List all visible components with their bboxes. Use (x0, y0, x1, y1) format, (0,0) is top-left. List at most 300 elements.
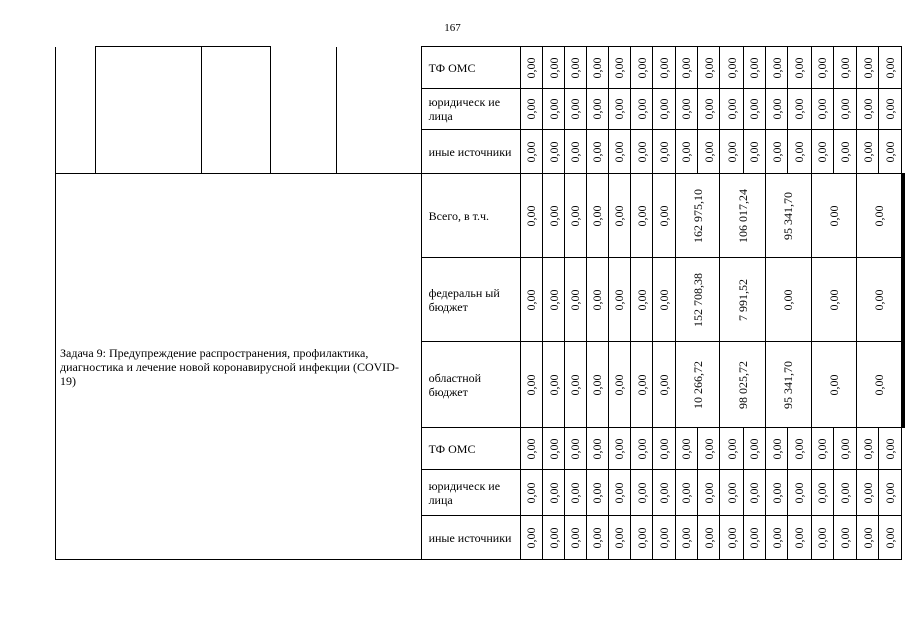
value-text: 0,00 (826, 374, 841, 395)
value-text: 0,00 (634, 482, 649, 503)
value-text: 0,00 (634, 98, 649, 120)
total-cell (904, 342, 905, 428)
value-cell (586, 258, 608, 342)
value-text: 0,00 (634, 141, 649, 162)
value-cell (542, 130, 564, 174)
value-cell (542, 258, 564, 342)
value-cell (811, 258, 857, 342)
value-cell (698, 428, 720, 470)
value-text: 0,00 (612, 438, 627, 459)
value-cell (565, 258, 586, 342)
value-cell (631, 174, 653, 258)
funding-table-body (56, 47, 905, 560)
value-text: 162 975,10 (690, 188, 705, 243)
value-text: 0,00 (612, 141, 627, 162)
value-cell (857, 428, 879, 470)
value-text: 0,00 (568, 205, 583, 226)
table-row (56, 174, 905, 258)
task-description (56, 174, 422, 560)
value-text: 0,00 (815, 98, 830, 120)
value-cell (608, 174, 630, 258)
value-cell (698, 89, 720, 130)
value-text: 7 991,52 (735, 278, 750, 321)
value-cell (811, 516, 833, 560)
value-text: 0,00 (634, 57, 649, 78)
total-cell (879, 130, 902, 174)
value-cell (608, 516, 630, 560)
value-text: 0,00 (769, 98, 784, 120)
value-text: 0,00 (679, 438, 694, 459)
source-text: юридическ ие лица (428, 95, 501, 123)
value-cell (765, 516, 787, 560)
value-text: 0,00 (524, 527, 539, 548)
value-text: 0,00 (838, 57, 853, 78)
value-cell (586, 342, 608, 428)
value-cell (833, 428, 856, 470)
value-text: 0,00 (747, 527, 762, 548)
value-text: 0,00 (792, 141, 807, 162)
value-text: 0,00 (769, 438, 784, 459)
value-text: 0,00 (546, 98, 561, 120)
value-text: 0,00 (815, 527, 830, 548)
value-text: 0,00 (679, 482, 694, 503)
value-text (904, 189, 905, 243)
value-cell (765, 342, 811, 428)
value-cell (631, 89, 653, 130)
value-text: 10 266,72 (690, 360, 705, 409)
value-text: 0,00 (792, 527, 807, 548)
value-text: 0,00 (634, 289, 649, 310)
value-text: 0,00 (612, 205, 627, 226)
source-label (421, 89, 520, 130)
value-text: 0,00 (657, 374, 672, 395)
value-text: 106 017,24 (735, 188, 750, 243)
total-cell (879, 470, 902, 516)
value-cell (520, 47, 542, 89)
value-cell (788, 516, 811, 560)
value-cell (586, 516, 608, 560)
value-cell (565, 130, 586, 174)
value-text: 0,00 (838, 527, 853, 548)
value-cell (520, 89, 542, 130)
value-cell (653, 470, 675, 516)
value-text: 0,00 (546, 374, 561, 395)
value-text (904, 273, 905, 327)
value-cell (698, 516, 720, 560)
value-cell (520, 174, 542, 258)
value-text: 0,00 (590, 482, 605, 503)
value-text: 0,00 (524, 438, 539, 459)
value-text: 98 025,72 (735, 360, 750, 409)
source-text: иные источники (428, 144, 512, 159)
value-cell (833, 47, 856, 89)
value-cell (565, 342, 586, 428)
value-cell (520, 470, 542, 516)
value-cell (653, 130, 675, 174)
value-cell (857, 516, 879, 560)
value-text: 0,00 (679, 141, 694, 162)
value-text: 0,00 (590, 527, 605, 548)
value-text: 0,00 (701, 482, 716, 503)
value-text: 0,00 (568, 289, 583, 310)
value-cell (520, 516, 542, 560)
value-text: 0,00 (747, 141, 762, 162)
value-cell (542, 470, 564, 516)
value-cell (675, 342, 720, 428)
table-row (56, 47, 905, 89)
value-text: 0,00 (815, 482, 830, 503)
value-text: 0,00 (747, 98, 762, 120)
value-text: 0,00 (826, 289, 841, 310)
value-cell (542, 89, 564, 130)
value-text: 0,00 (872, 205, 887, 226)
value-cell (765, 89, 787, 130)
value-cell (608, 47, 630, 89)
value-cell (720, 47, 743, 89)
value-cell (857, 470, 879, 516)
value-text: 0,00 (724, 57, 739, 78)
blank-cell (336, 47, 421, 174)
value-cell (720, 130, 743, 174)
blank-cell (96, 47, 202, 174)
value-text: 0,00 (769, 141, 784, 162)
value-text: 0,00 (612, 482, 627, 503)
value-text: 0,00 (590, 98, 605, 120)
value-text: 0,00 (568, 57, 583, 78)
value-cell (542, 428, 564, 470)
value-text: 0,00 (524, 98, 539, 120)
value-text: 0,00 (634, 205, 649, 226)
value-cell (698, 470, 720, 516)
value-text: 0,00 (860, 527, 875, 548)
value-text: 0,00 (568, 374, 583, 395)
blank-cell (201, 47, 270, 174)
value-text: 0,00 (815, 57, 830, 78)
value-text: 0,00 (546, 205, 561, 226)
value-text: 0,00 (634, 374, 649, 395)
value-text: 0,00 (612, 374, 627, 395)
value-cell (743, 428, 765, 470)
value-cell (857, 89, 879, 130)
value-text: 0,00 (724, 98, 739, 120)
source-label (421, 516, 520, 560)
value-cell (720, 516, 743, 560)
value-cell (631, 47, 653, 89)
value-cell (520, 428, 542, 470)
value-cell (833, 89, 856, 130)
value-cell (520, 258, 542, 342)
value-cell (586, 47, 608, 89)
value-text: 0,00 (634, 438, 649, 459)
value-text: 0,00 (792, 98, 807, 120)
value-text: 0,00 (568, 98, 583, 120)
value-cell (765, 258, 811, 342)
value-cell (542, 47, 564, 89)
value-text: 0,00 (657, 98, 672, 120)
value-text: 0,00 (860, 438, 875, 459)
value-cell (811, 342, 857, 428)
value-cell (833, 130, 856, 174)
value-cell (608, 89, 630, 130)
value-cell (586, 428, 608, 470)
value-cell (542, 174, 564, 258)
value-text: 0,00 (546, 482, 561, 503)
value-text: 95 341,70 (781, 360, 796, 409)
value-cell (586, 130, 608, 174)
value-text: 0,00 (769, 57, 784, 78)
funding-table (55, 46, 905, 560)
source-text: федеральн ый бюджет (428, 285, 500, 314)
value-text: 0,00 (769, 527, 784, 548)
value-text: 0,00 (747, 57, 762, 78)
value-text: 0,00 (590, 205, 605, 226)
value-text: 0,00 (546, 438, 561, 459)
value-cell (608, 428, 630, 470)
value-cell (565, 174, 586, 258)
value-cell (520, 342, 542, 428)
value-cell (833, 516, 856, 560)
value-cell (675, 258, 720, 342)
source-text: областной бюджет (428, 370, 482, 399)
value-cell (720, 342, 766, 428)
value-cell (565, 428, 586, 470)
value-text: 0,00 (792, 482, 807, 503)
value-text: 0,00 (612, 289, 627, 310)
value-cell (743, 89, 765, 130)
value-cell (542, 516, 564, 560)
value-text: 0,00 (546, 527, 561, 548)
total-cell (904, 258, 905, 342)
value-cell (631, 130, 653, 174)
value-cell (631, 428, 653, 470)
value-text: 0,00 (568, 482, 583, 503)
value-cell (653, 47, 675, 89)
value-cell (653, 89, 675, 130)
value-text: 0,00 (724, 527, 739, 548)
value-cell (675, 470, 697, 516)
value-cell (675, 47, 697, 89)
value-cell (811, 428, 833, 470)
source-label (421, 47, 520, 89)
value-cell (857, 342, 902, 428)
value-text: 0,00 (860, 98, 875, 120)
value-cell (631, 470, 653, 516)
source-label (421, 428, 520, 470)
value-cell (811, 174, 857, 258)
value-text: 0,00 (612, 98, 627, 120)
value-text: 0,00 (701, 98, 716, 120)
value-cell (608, 130, 630, 174)
value-text: 0,00 (657, 438, 672, 459)
value-cell (811, 130, 833, 174)
value-text: 0,00 (838, 98, 853, 120)
value-text: 0,00 (883, 57, 898, 78)
blank-cell (56, 47, 96, 174)
value-text: 0,00 (546, 57, 561, 78)
value-cell (653, 516, 675, 560)
value-cell (675, 516, 697, 560)
value-cell (765, 470, 787, 516)
value-text: 0,00 (769, 482, 784, 503)
value-cell (631, 258, 653, 342)
value-text: 0,00 (634, 527, 649, 548)
value-text: 0,00 (568, 527, 583, 548)
value-text: 0,00 (679, 527, 694, 548)
source-text: ТФ ОМС (428, 441, 476, 456)
page-number: 167 (444, 22, 461, 34)
value-text: 0,00 (860, 141, 875, 162)
value-text: 0,00 (701, 438, 716, 459)
value-cell (788, 47, 811, 89)
value-text: 0,00 (524, 141, 539, 162)
value-text: 0,00 (524, 374, 539, 395)
value-cell (743, 516, 765, 560)
value-text: 0,00 (657, 141, 672, 162)
value-cell (698, 47, 720, 89)
value-text: 0,00 (701, 57, 716, 78)
value-text: 0,00 (701, 141, 716, 162)
blank-cell (271, 47, 336, 174)
value-text: 0,00 (657, 57, 672, 78)
value-text: 0,00 (657, 527, 672, 548)
value-cell (586, 470, 608, 516)
value-text: 0,00 (883, 438, 898, 459)
value-text: 0,00 (590, 374, 605, 395)
value-text: 0,00 (590, 438, 605, 459)
source-text: иные источники (428, 530, 512, 545)
value-cell (720, 428, 743, 470)
source-label (421, 258, 520, 342)
source-label (421, 342, 520, 428)
source-text: юридическ ие лица (428, 478, 501, 507)
value-cell (542, 342, 564, 428)
value-cell (608, 470, 630, 516)
value-cell (565, 47, 586, 89)
value-text: 0,00 (612, 57, 627, 78)
value-cell (653, 174, 675, 258)
value-text: 0,00 (883, 482, 898, 503)
value-cell (631, 516, 653, 560)
source-label (421, 470, 520, 516)
value-cell (675, 130, 697, 174)
value-text: 0,00 (657, 482, 672, 503)
total-cell (904, 174, 905, 258)
value-text: 0,00 (546, 141, 561, 162)
value-text: 0,00 (792, 438, 807, 459)
value-text: 0,00 (568, 438, 583, 459)
value-text: 0,00 (860, 57, 875, 78)
total-cell (879, 89, 902, 130)
value-text: 0,00 (546, 289, 561, 310)
value-cell (520, 130, 542, 174)
value-cell (720, 470, 743, 516)
value-text: 0,00 (838, 438, 853, 459)
value-text: 0,00 (724, 482, 739, 503)
value-text: 0,00 (838, 482, 853, 503)
value-cell (743, 130, 765, 174)
value-cell (857, 47, 879, 89)
total-cell (879, 428, 902, 470)
total-cell (879, 516, 902, 560)
value-cell (788, 470, 811, 516)
total-cell (879, 47, 902, 89)
value-text: 0,00 (815, 141, 830, 162)
value-cell (653, 428, 675, 470)
value-text: 0,00 (792, 57, 807, 78)
value-cell (608, 342, 630, 428)
value-cell (857, 174, 902, 258)
value-text: 0,00 (701, 527, 716, 548)
value-cell (788, 89, 811, 130)
value-cell (608, 258, 630, 342)
value-text: 0,00 (612, 527, 627, 548)
value-cell (811, 89, 833, 130)
value-cell (586, 89, 608, 130)
value-cell (811, 470, 833, 516)
value-cell (698, 130, 720, 174)
value-text: 152 708,38 (690, 272, 705, 327)
value-text (904, 358, 905, 412)
value-cell (675, 89, 697, 130)
value-text: 0,00 (657, 289, 672, 310)
source-label (421, 130, 520, 174)
value-cell (565, 470, 586, 516)
value-cell (586, 174, 608, 258)
value-cell (765, 130, 787, 174)
value-cell (675, 428, 697, 470)
value-cell (743, 470, 765, 516)
value-cell (565, 89, 586, 130)
value-cell (565, 516, 586, 560)
value-text: 0,00 (724, 438, 739, 459)
value-cell (811, 47, 833, 89)
value-text: 0,00 (781, 289, 796, 310)
value-cell (857, 258, 902, 342)
source-text: Всего, в т.ч. (428, 208, 490, 223)
value-text: 0,00 (883, 527, 898, 548)
task-text: Задача 9: Предупреждение распространения, профилактика, диагностика и лечение новой коронавирусной инфекции (COVID-19) (60, 345, 399, 388)
value-text: 0,00 (679, 57, 694, 78)
value-text: 0,00 (747, 482, 762, 503)
value-cell (743, 47, 765, 89)
value-cell (631, 342, 653, 428)
value-cell (788, 428, 811, 470)
value-text: 0,00 (524, 289, 539, 310)
source-text: ТФ ОМС (428, 60, 476, 75)
value-text: 0,00 (883, 141, 898, 162)
value-cell (857, 130, 879, 174)
value-text: 0,00 (883, 98, 898, 120)
value-cell (765, 174, 811, 258)
value-cell (653, 258, 675, 342)
value-text: 0,00 (590, 57, 605, 78)
value-cell (675, 174, 720, 258)
value-text: 0,00 (657, 205, 672, 226)
value-cell (720, 258, 766, 342)
value-text: 0,00 (838, 141, 853, 162)
value-text: 0,00 (872, 374, 887, 395)
value-text: 95 341,70 (781, 191, 796, 240)
value-text: 0,00 (724, 141, 739, 162)
value-cell (765, 47, 787, 89)
value-cell (833, 470, 856, 516)
value-text: 0,00 (568, 141, 583, 162)
value-text: 0,00 (590, 289, 605, 310)
value-text: 0,00 (524, 482, 539, 503)
source-label (421, 174, 520, 258)
value-text: 0,00 (590, 141, 605, 162)
value-text: 0,00 (679, 98, 694, 120)
